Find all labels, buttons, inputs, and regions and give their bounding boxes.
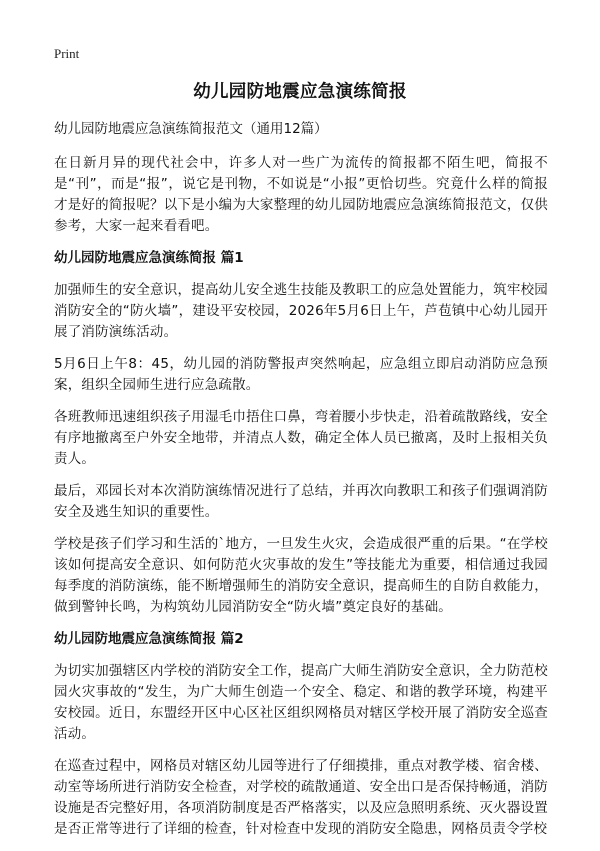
section-heading-1: 幼儿园防地震应急演练简报 篇1: [54, 250, 244, 266]
print-link[interactable]: Print: [54, 46, 80, 61]
section-2-paragraph: 在巡查过程中，网格员对辖区幼儿园等进行了仔细摸排，重点对教学楼、宿舍楼、动室等场所进行消防安全检查，对学校的疏散通道、安全出口是否保持畅通，消防设施是否完整好用，各项消防制度是否严格落实，以及应急照明系统、灭火器设置是否正常等进行了详细的检查，针对检查中发现的消防安全隐患，网格员责令学校: [54, 758, 548, 837]
page-title: 幼儿园防地震应急演练简报: [193, 82, 407, 102]
section-1-paragraph: 学校是孩子们学习和生活的`地方，一旦发生火灾，会造成很严重的后果。“在学校该如何提高安全意识、如何防范火灾事故的发生”等技能尤为重要，相信通过我园每季度的消防演练，能不断增强师生的消防安全意识，提高师生的自防自救能力，做到警钟长鸣，为构筑幼儿园消防安全“防火墙”奠定良好的基础。: [54, 536, 548, 615]
intro-paragraph: 在日新月异的现代社会中，许多人对一些广为流传的简报都不陌生吧，简报不是“刊”，而是“报”，说它是刊物，不如说是“小报”更恰切些。究竟什么样的简报才是好的简报呢？以下是小编为大家整理的幼儿园防地震应急演练简报范文，仅供参考，大家一起来看看吧。: [54, 155, 548, 234]
section-heading-2: 幼儿园防地震应急演练简报 篇2: [54, 631, 244, 647]
section-1-paragraph: 5月6日上午8：45，幼儿园的消防警报声突然响起，应急组立即启动消防应急预案，组织全园师生进行应急疏散。: [54, 356, 548, 393]
section-1-paragraph: 各班教师迅速组织孩子用湿毛巾捂住口鼻，弯着腰小步快走，沿着疏散路线，安全有序地撤离至户外安全地带，并清点人数，确定全体人员已撤离，及时上报相关负责人。: [54, 409, 548, 467]
section-1-paragraph: 加强师生的安全意识，提高幼儿安全逃生技能及教职工的应急处置能力，筑牢校园消防安全的“防火墙”，建设平安校园，2026年5月6日上午，芦苞镇中心幼儿园开展了消防演练活动。: [54, 282, 548, 340]
section-2-paragraph: 为切实加强辖区内学校的消防安全工作，提高广大师生消防安全意识，全力防范校园火灾事故的“发生，为广大师生创造一个安全、稳定、和谐的教学环境，构建平安校园。近日，东盟经开区中心区社区组织网格员对辖区学校开展了消防安全巡查活动。: [54, 663, 548, 742]
article-body: [54, 119, 548, 851]
section-1-paragraph: 最后，邓园长对本次消防演练情况进行了总结，并再次向教职工和孩子们强调消防安全及逃生知识的重要性。: [54, 483, 548, 520]
article-subtitle: 幼儿园防地震应急演练简报范文（通用12篇）: [54, 121, 328, 137]
